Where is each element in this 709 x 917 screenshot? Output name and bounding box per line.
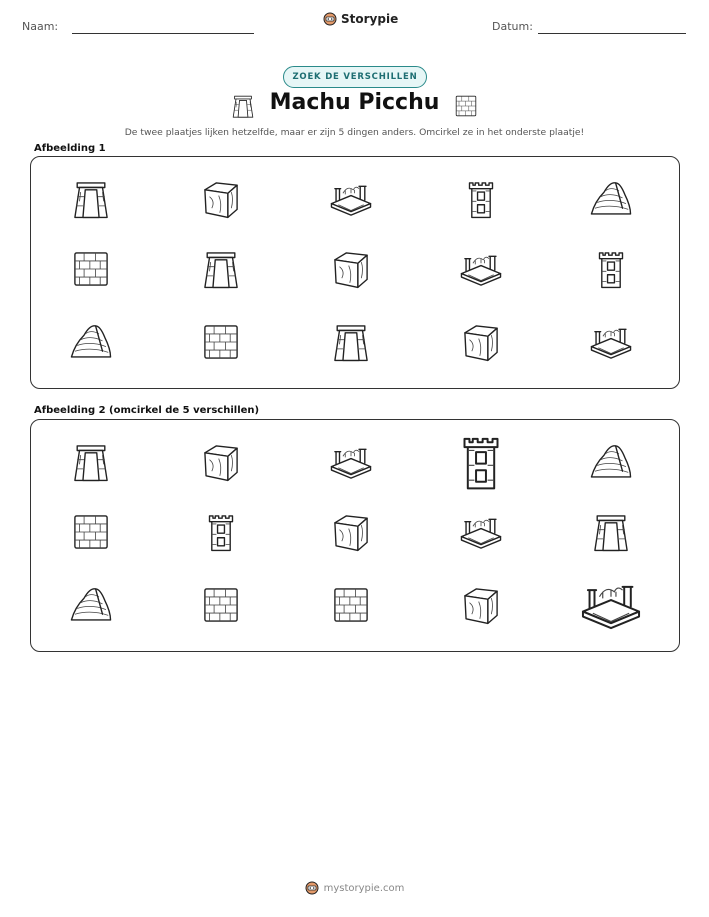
ruins-icon <box>588 319 634 365</box>
date-label: Datum: <box>492 20 533 33</box>
ruins-icon <box>328 176 374 222</box>
doorway-icon[interactable] <box>68 439 114 485</box>
terraced-hill-icon <box>588 176 634 222</box>
badge: ZOEK DE VERSCHILLEN <box>283 66 427 88</box>
stone-block-icon[interactable] <box>458 582 504 628</box>
doorway-icon <box>68 176 114 222</box>
ruins-icon[interactable] <box>458 509 504 555</box>
name-label: Naam: <box>22 20 59 33</box>
ruins-icon[interactable] <box>578 572 644 638</box>
ruins-icon <box>458 246 504 292</box>
terraced-hill-icon[interactable] <box>68 582 114 628</box>
tower-icon[interactable] <box>448 429 514 495</box>
doorway-icon <box>198 246 244 292</box>
tower-icon <box>588 246 634 292</box>
stone-wall-icon <box>198 319 244 365</box>
stone-wall-icon[interactable] <box>198 582 244 628</box>
terraced-hill-icon[interactable] <box>588 439 634 485</box>
tower-icon <box>458 176 504 222</box>
footer-site: mystorypie.com <box>323 882 405 894</box>
instruction-text: De twee plaatjes lijken hetzelfde, maar er zijn 5 dingen anders. Omcirkel ze in het onderste plaatje! <box>124 127 585 138</box>
doorway-icon <box>328 319 374 365</box>
stone-wall-icon[interactable] <box>328 582 374 628</box>
date-line[interactable] <box>538 33 686 34</box>
stone-block-icon[interactable] <box>328 509 374 555</box>
stone-block-icon <box>458 319 504 365</box>
ruins-icon[interactable] <box>328 439 374 485</box>
doorway-icon[interactable] <box>588 509 634 555</box>
picture-2-panel <box>30 419 680 652</box>
stone-block-icon <box>198 176 244 222</box>
brand-name: Storypie <box>341 12 399 26</box>
tower-icon[interactable] <box>198 509 244 555</box>
picture-1-panel <box>30 156 680 389</box>
name-line[interactable] <box>72 33 254 34</box>
page-title: Machu Picchu <box>269 90 440 115</box>
terraced-hill-icon <box>68 319 114 365</box>
storypie-mascot-icon <box>305 881 319 895</box>
stone-wall-icon <box>68 246 114 292</box>
section2-label: Afbeelding 2 (omcirkel de 5 verschillen) <box>34 405 260 416</box>
stone-wall-icon[interactable] <box>68 509 114 555</box>
brand-logo <box>323 12 398 26</box>
section1-label: Afbeelding 1 <box>34 143 106 154</box>
stone-block-icon <box>328 246 374 292</box>
title-stone-wall-icon <box>452 92 480 120</box>
storypie-mascot-icon <box>323 12 337 26</box>
footer <box>0 881 709 895</box>
stone-block-icon[interactable] <box>198 439 244 485</box>
